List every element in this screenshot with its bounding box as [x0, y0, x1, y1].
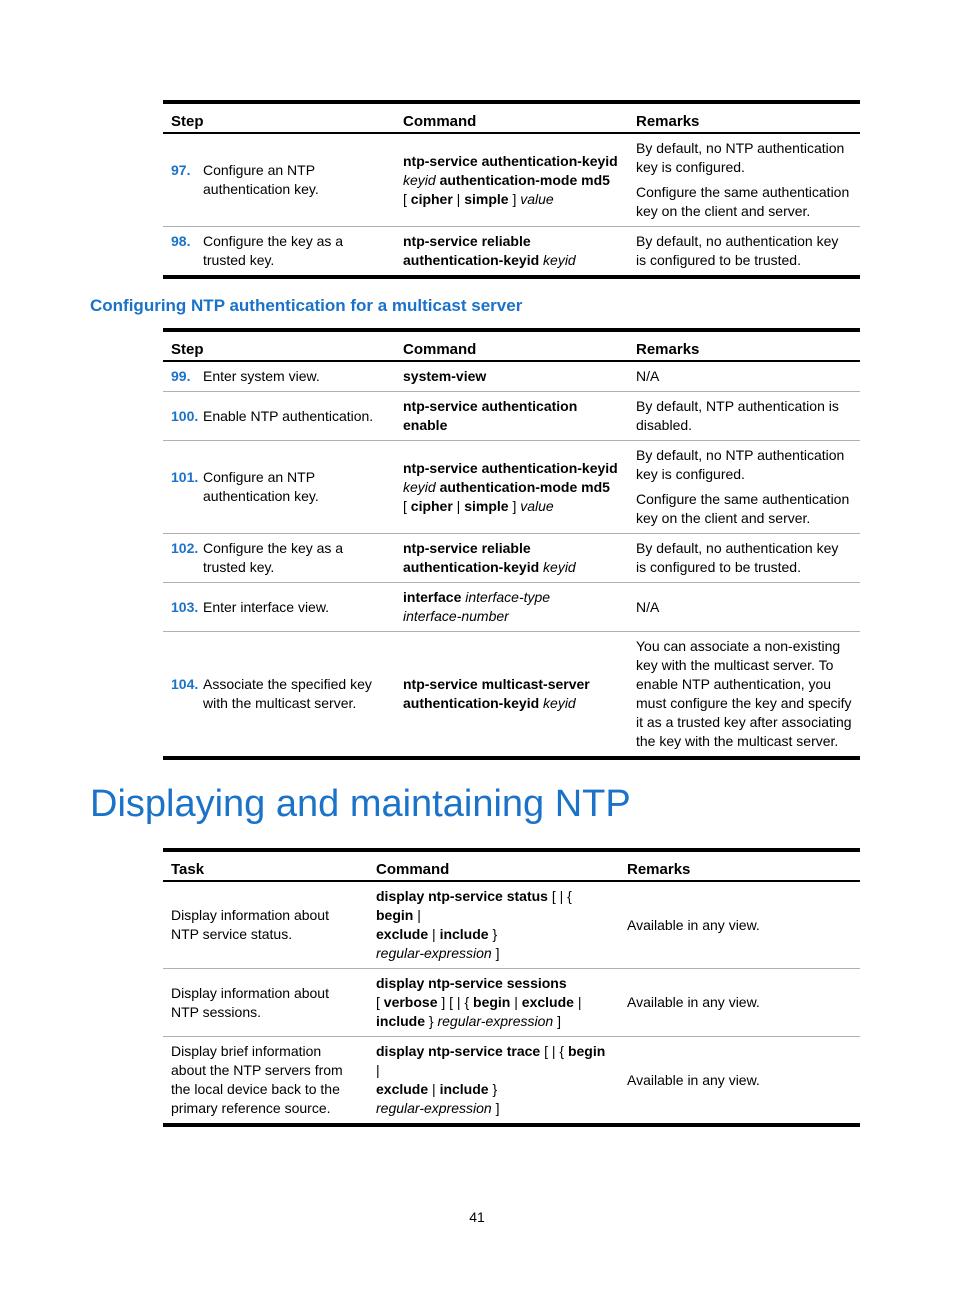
table-row — [163, 969, 860, 1037]
command-syntax: [ | { — [547, 888, 572, 904]
ntp-auth-key-table — [163, 100, 860, 279]
command-keyword: simple — [464, 497, 509, 514]
remarks-cell — [619, 1037, 860, 1126]
column-header-command: Command — [368, 850, 619, 881]
table-row — [163, 1037, 860, 1126]
remark-paragraph: Configure the same authentication key on the client and server. — [636, 491, 850, 526]
command-syntax: [ | { — [540, 1043, 568, 1059]
command-keyword: display ntp-service sessions — [376, 975, 567, 991]
task-cell: Display information about NTP service status. — [163, 881, 368, 969]
remark-paragraph: By default, no NTP authentication key is configured. — [636, 447, 845, 482]
table-row — [163, 392, 860, 441]
command-syntax: | — [428, 1081, 440, 1097]
command-syntax: | — [376, 1062, 380, 1078]
table-row — [163, 361, 860, 392]
remarks-cell — [628, 583, 860, 632]
command-argument: value — [520, 497, 554, 514]
remarks-cell — [628, 441, 860, 534]
step-description: Associate the specified key with the multicast server. — [203, 676, 372, 711]
table-row — [163, 583, 860, 632]
command-cell — [395, 632, 628, 759]
remark-paragraph: By default, no NTP authentication key is configured. — [636, 140, 845, 175]
step-number: 103. — [171, 598, 199, 615]
remarks-cell — [628, 534, 860, 583]
command-keyword: exclude — [376, 1081, 429, 1097]
command-keyword: display ntp-service trace — [376, 1043, 541, 1059]
command-keyword: include — [439, 1081, 489, 1097]
remark-paragraph: N/A — [636, 598, 660, 615]
command-keyword: ntp-service reliable — [403, 540, 531, 556]
command-cell — [368, 1037, 619, 1126]
command-cell — [368, 969, 619, 1037]
table-row — [163, 632, 860, 759]
command-cell — [395, 583, 628, 632]
command-argument: regular-expression — [437, 1013, 554, 1029]
command-cell — [395, 361, 628, 392]
command-cell — [395, 441, 628, 534]
step-number: 101. — [171, 469, 199, 485]
step-description: Enable NTP authentication. — [203, 407, 374, 424]
command-syntax: } — [425, 1013, 438, 1029]
command-keyword: ntp-service reliable — [403, 233, 531, 249]
remarks-cell — [619, 881, 860, 969]
command-syntax: } — [488, 1081, 498, 1097]
remark-paragraph: You can associate a non-existing key with the multicast server. To enable NTP authentication, you must configure the key and specify it as a trusted key after associating the key with the multicast server. — [636, 638, 852, 749]
command-syntax: | — [452, 190, 465, 207]
command-argument: interface-type — [465, 589, 551, 605]
step-description: Enter interface view. — [203, 598, 330, 615]
command-syntax: [ — [403, 497, 411, 514]
step-number: 98. — [171, 233, 191, 249]
command-keyword: ntp-service authentication enable — [403, 398, 578, 433]
command-argument: keyid — [543, 252, 576, 268]
command-syntax: [ — [403, 190, 411, 207]
column-header-remarks: Remarks — [619, 850, 860, 881]
command-keyword: verbose — [383, 994, 438, 1010]
command-argument: keyid — [403, 478, 436, 495]
column-header-task: Task — [163, 850, 368, 881]
table-row — [163, 534, 860, 583]
step-number: 104. — [171, 676, 199, 692]
step-description: Configure an NTP authentication key. — [203, 469, 319, 504]
column-header-step: Step — [163, 330, 395, 361]
command-syntax: ] — [508, 497, 521, 514]
command-keyword: ntp-service authentication-keyid — [403, 459, 618, 476]
column-header-command: Command — [395, 102, 628, 133]
command-syntax: | — [413, 907, 421, 923]
command-keyword: begin — [376, 907, 414, 923]
command-syntax: | — [510, 994, 522, 1010]
command-argument: regular-expression — [376, 945, 492, 961]
command-argument: value — [520, 190, 554, 207]
command-keyword: cipher — [410, 497, 453, 514]
remarks-cell — [628, 227, 860, 278]
command-keyword: include — [439, 926, 489, 942]
remark-paragraph: Configure the same authentication key on the client and server. — [636, 184, 850, 219]
command-syntax: ] — [508, 190, 521, 207]
command-argument: interface-number — [403, 608, 509, 624]
command-keyword: cipher — [410, 190, 453, 207]
remarks-cell — [628, 632, 860, 759]
command-keyword: authentication-mode md5 — [439, 171, 610, 188]
command-argument: regular-expression — [376, 1100, 492, 1116]
display-maintain-table — [163, 848, 860, 1127]
step-description: Configure the key as a trusted key. — [203, 233, 344, 268]
command-keyword: authentication-keyid — [403, 695, 540, 711]
remark-paragraph: By default, NTP authentication is disabled. — [636, 398, 839, 433]
remark-paragraph: By default, no authentication key is configured to be trusted. — [636, 540, 839, 575]
command-cell — [395, 534, 628, 583]
step-description: Configure the key as a trusted key. — [203, 540, 344, 575]
section-title: Configuring NTP authentication for a multicast server — [90, 296, 523, 315]
step-number: 97. — [171, 162, 191, 178]
command-cell — [395, 392, 628, 441]
command-syntax: | — [452, 497, 465, 514]
column-header-command: Command — [395, 330, 628, 361]
command-keyword: interface — [403, 589, 462, 605]
command-keyword: system-view — [403, 368, 487, 384]
column-header-remarks: Remarks — [628, 330, 860, 361]
command-keyword: exclude — [521, 994, 574, 1010]
remark-paragraph: Available in any view. — [627, 916, 760, 933]
command-argument: keyid — [543, 695, 576, 711]
command-syntax: | — [428, 926, 440, 942]
command-syntax: } — [488, 926, 498, 942]
task-cell: Display brief information about the NTP servers from the local device back to the primary reference source. — [163, 1037, 368, 1126]
table-row — [163, 133, 860, 227]
step-number: 100. — [171, 407, 199, 424]
command-keyword: authentication-keyid — [403, 559, 540, 575]
table-row — [163, 881, 860, 969]
command-syntax: ] — [491, 1100, 500, 1116]
page-heading: Displaying and maintaining NTP — [90, 783, 631, 825]
command-syntax: ] — [491, 945, 500, 961]
command-keyword: begin — [473, 994, 511, 1010]
command-keyword: simple — [464, 190, 509, 207]
remarks-cell — [628, 392, 860, 441]
remark-paragraph: N/A — [636, 368, 660, 384]
command-argument: keyid — [403, 171, 436, 188]
command-keyword: begin — [567, 1043, 606, 1059]
command-keyword: authentication-mode md5 — [439, 478, 610, 495]
task-cell: Display information about NTP sessions. — [163, 969, 368, 1037]
command-cell — [368, 881, 619, 969]
step-description: Enter system view. — [203, 368, 320, 384]
command-keyword: display ntp-service status — [376, 888, 548, 904]
command-syntax: ] [ | { — [437, 994, 474, 1010]
remark-paragraph: Available in any view. — [627, 994, 760, 1010]
remarks-cell — [619, 969, 860, 1037]
step-number: 102. — [171, 540, 199, 556]
command-keyword: ntp-service authentication-keyid — [403, 152, 618, 169]
remarks-cell — [628, 133, 860, 227]
command-cell — [395, 133, 628, 227]
command-argument: keyid — [543, 559, 576, 575]
command-keyword: exclude — [376, 926, 429, 942]
remark-paragraph: Available in any view. — [627, 1071, 760, 1088]
table-row — [163, 227, 860, 278]
command-cell — [395, 227, 628, 278]
page-number: 41 — [469, 1209, 485, 1225]
command-keyword: ntp-service multicast-server — [403, 676, 590, 692]
remark-paragraph: By default, no authentication key is configured to be trusted. — [636, 233, 839, 268]
step-number: 99. — [171, 368, 191, 384]
column-header-remarks: Remarks — [628, 102, 860, 133]
command-syntax: | — [573, 994, 582, 1010]
command-syntax: [ — [376, 994, 384, 1010]
column-header-step: Step — [163, 102, 395, 133]
step-description: Configure an NTP authentication key. — [203, 162, 319, 197]
multicast-server-auth-table — [163, 328, 860, 760]
command-syntax: ] — [553, 1013, 561, 1029]
remarks-cell — [628, 361, 860, 392]
command-keyword: include — [376, 1013, 426, 1029]
table-row — [163, 441, 860, 534]
command-keyword: authentication-keyid — [403, 252, 540, 268]
